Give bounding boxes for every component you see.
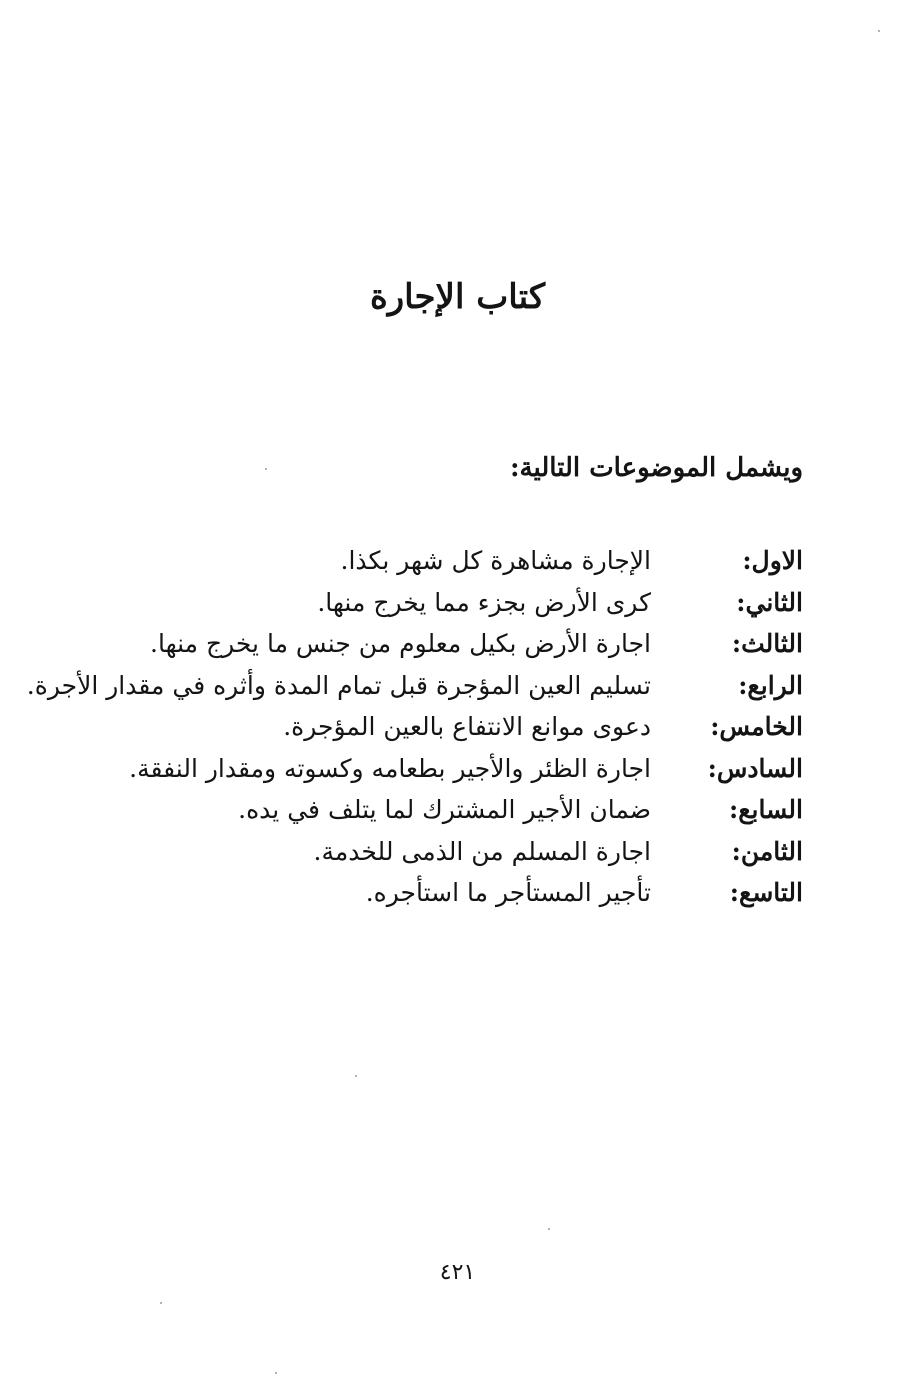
topic-text: اجارة الأرض بكيل معلوم من جنس ما يخرج منها.	[150, 629, 651, 659]
topic-item	[103, 789, 803, 831]
topic-item	[103, 623, 803, 665]
scan-speck	[355, 1075, 357, 1077]
topic-text: كرى الأرض بجزء مما يخرج منها.	[317, 587, 651, 617]
topic-label: السادس:	[707, 753, 803, 783]
topic-label: التاسع:	[729, 878, 803, 908]
topic-text: ضمان الأجير المشترك لما يتلف في يده.	[238, 795, 651, 825]
topic-text: دعوى موانع الانتفاع بالعين المؤجرة.	[283, 712, 651, 742]
topic-label: السابع:	[729, 795, 803, 825]
topic-label: الخامس:	[710, 712, 803, 742]
chapter-title: كتاب الإجارة	[369, 277, 546, 317]
topic-item	[26, 665, 803, 707]
topic-text: تأجير المستأجر ما استأجره.	[365, 878, 651, 908]
topic-item	[103, 748, 803, 790]
scan-speck	[160, 1302, 162, 1304]
topic-label: الثامن:	[731, 836, 803, 866]
page-number: ٤٢١	[439, 1260, 476, 1285]
topic-text: اجارة المسلم من الذمى للخدمة.	[313, 836, 651, 866]
scan-speck	[265, 468, 267, 470]
scan-speck	[548, 1228, 550, 1230]
scan-speck	[878, 30, 880, 32]
topic-label: الثاني:	[736, 587, 803, 617]
topics-list	[26, 540, 803, 914]
scan-speck	[275, 1372, 277, 1374]
topic-text: اجارة الظئر والأجير بطعامه وكسوته ومقدار النفقة.	[129, 753, 651, 783]
topic-item	[103, 831, 803, 873]
topic-item	[103, 582, 803, 624]
topic-text: الإجارة مشاهرة كل شهر بكذا.	[340, 546, 651, 576]
topic-text: تسليم العين المؤجرة قبل تمام المدة وأثره في مقدار الأجرة.	[26, 670, 651, 700]
topic-label: الثالث:	[731, 629, 803, 659]
topic-item	[103, 540, 803, 582]
topic-item	[103, 706, 803, 748]
topic-item	[103, 872, 803, 914]
topic-label: الاول:	[742, 546, 803, 576]
topic-label: الرابع:	[738, 670, 803, 700]
topics-intro: ويشمل الموضوعات التالية:	[509, 453, 803, 483]
